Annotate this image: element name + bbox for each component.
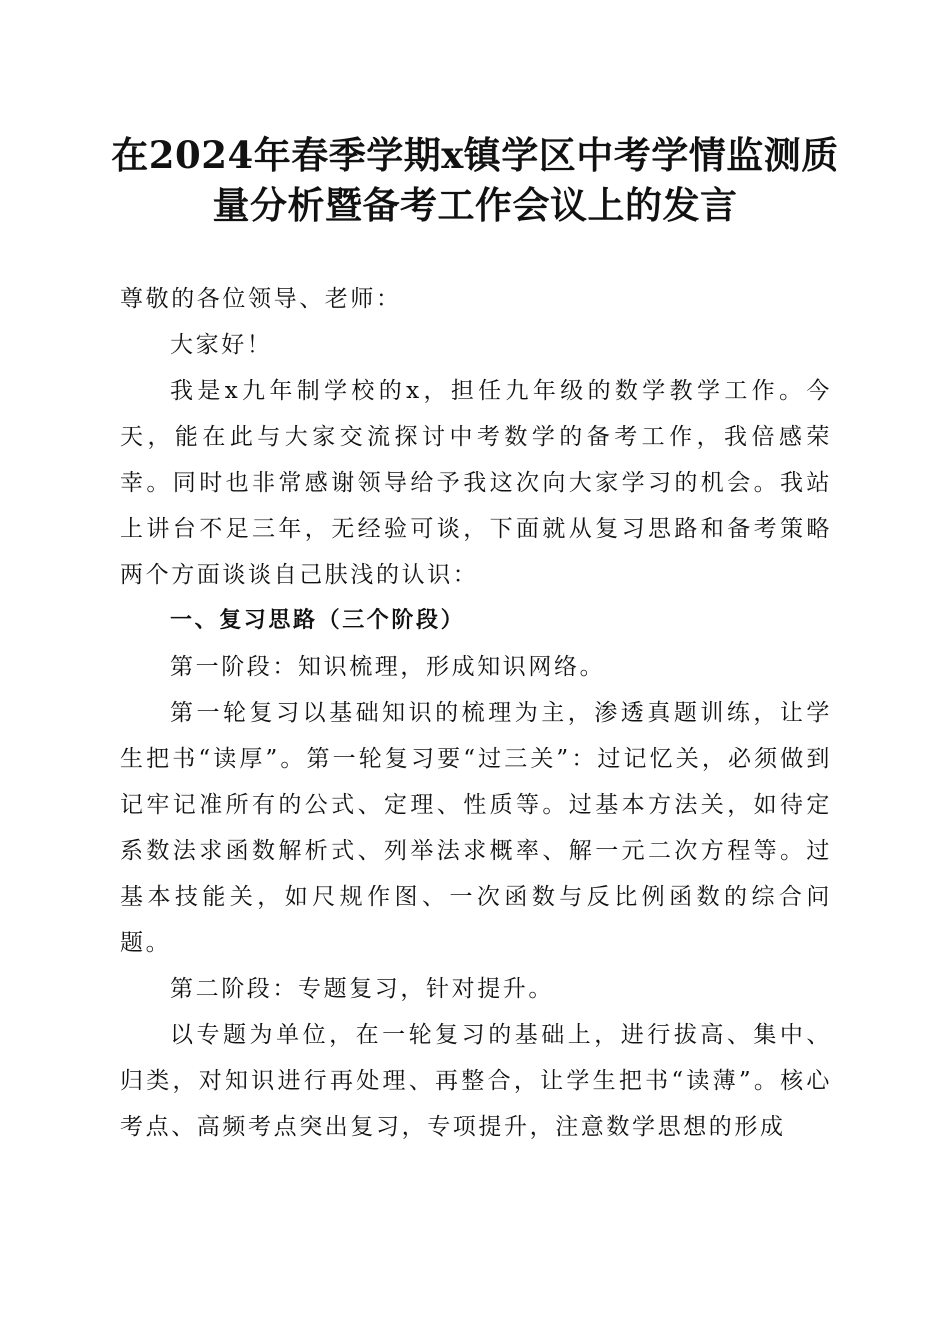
salutation: 尊敬的各位领导、老师： xyxy=(120,286,402,312)
title-line-1: 在2024年春季学期x镇学区中考学情监测质 xyxy=(111,133,839,177)
section-heading-1: 一、复习思路（三个阶段） xyxy=(170,608,466,633)
document-body xyxy=(120,276,832,1150)
paragraph-stage-2: 以专题为单位，在一轮复习的基础上，进行拔高、集中、归类，对知识进行再处理、再整合，让学生把书“读薄”。核心考点、高频考点突出复习，专项提升，注意数学思想的形成 xyxy=(120,1022,832,1140)
paragraph-stage-1: 第一轮复习以基础知识的梳理为主，渗透真题训练，让学生把书“读厚”。第一轮复习要“过三关”：过记忆关，必须做到记牢记准所有的公式、定理、性质等。过基本方法关，如待定系数法求函数解析式、列举法求概率、解一元二次方程等。过基本技能关，如尺规作图、一次函数与反比例函数的综合问题。 xyxy=(120,700,832,956)
greeting: 大家好！ xyxy=(170,332,273,358)
stage-heading-1: 第一阶段：知识梳理，形成知识网络。 xyxy=(170,654,606,680)
title-line-2: 量分析暨备考工作会议上的发言 xyxy=(212,183,738,227)
document-title xyxy=(110,130,840,230)
stage-heading-2: 第二阶段：专题复习，针对提升。 xyxy=(170,976,554,1002)
paragraph-intro: 我是x九年制学校的x，担任九年级的数学教学工作。今天，能在此与大家交流探讨中考数学的备考工作，我倍感荣幸。同时也非常感谢领导给予我这次向大家学习的机会。我站上讲台不足三年，无经验可谈，下面就从复习思路和备考策略两个方面谈谈自己肤浅的认识： xyxy=(120,378,832,588)
